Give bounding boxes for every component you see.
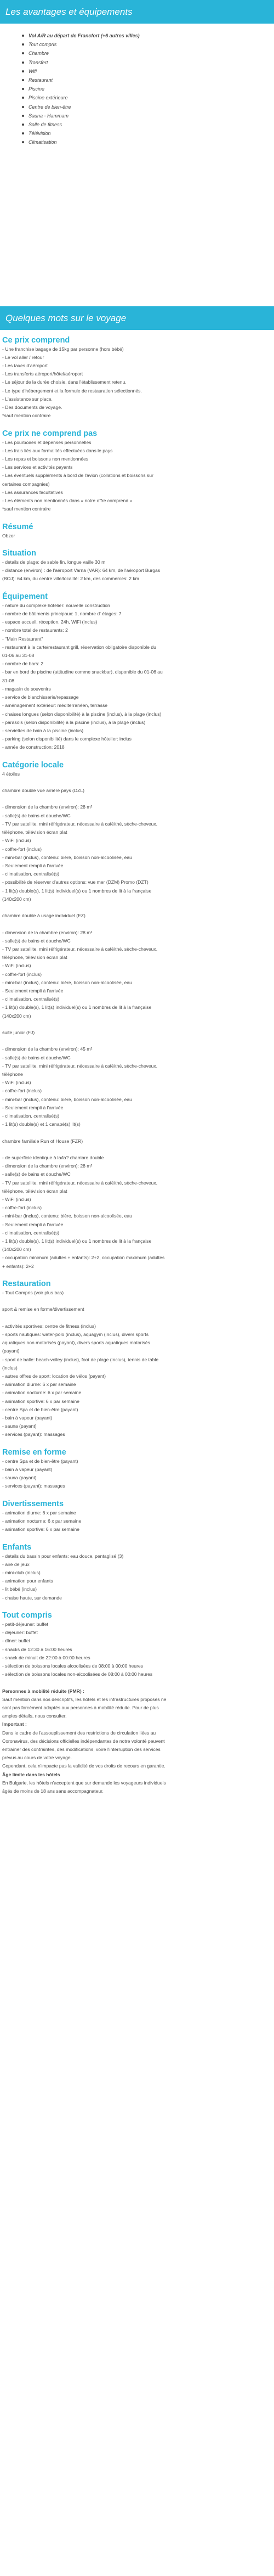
text-line: - bain à vapeur (payant) — [2, 1466, 53, 1472]
text-line: téléphone, télévision écran plat — [2, 1188, 67, 1194]
text-line: amples détails, nous consulter. — [2, 1713, 67, 1719]
text-line: + enfants): 2+2 — [2, 1263, 34, 1269]
spacer — [0, 540, 274, 548]
text-line: - Les transferts aéroport/hôtel/aéroport — [2, 371, 83, 377]
text-line: téléphone, télévision écran plat — [2, 829, 67, 835]
notice-title: Personnes à mobilité réduite (PMR) : — [2, 1688, 84, 1694]
spacer — [0, 1297, 274, 1305]
text-line: - sports nautiques: water-polo (inclus), aquagym (inclus), divers sports — [2, 1331, 149, 1337]
spacer — [0, 1602, 274, 1610]
text-line: Dans le cadre de l'assouplissement des restrictions de circulation liées au — [2, 1730, 156, 1736]
advantages-banner: Les avantages et équipements — [0, 0, 274, 24]
text-line: - climatisation, centralisé(s) — [2, 1113, 60, 1119]
text-line: - serviettes de bain à la piscine (inclus) — [2, 727, 84, 733]
text-line: (140x200 cm) — [2, 896, 31, 902]
text-line: - mini-bar (inclus), contenu: bière, boisson non-alcoolisée, eau — [2, 979, 132, 985]
text-line: chambre double à usage individuel (EZ) — [2, 913, 85, 919]
section-heading: Tout compris — [2, 1610, 52, 1620]
text-line: - Seulement rempli à l'arrivée — [2, 1221, 64, 1227]
spacer — [0, 1037, 274, 1045]
text-line: certaines compagnies) — [2, 481, 50, 487]
text-line: - mini-bar (inclus), contenu: bière, boisson non-alcoolisée, eau — [2, 1096, 132, 1102]
text-line: téléphone, télévision écran plat — [2, 955, 67, 961]
text-line: chambre double vue arrière pays (DZL) — [2, 788, 84, 794]
text-line: - distance (environ) : de l'aéroport Varna (VAR): 64 km, de l'aéroport Burgas — [2, 568, 161, 574]
text-line: - parasols (selon disponibilité) à la piscine (inclus), à la plage (inclus) — [2, 719, 146, 725]
text-line: - WiFi (inclus) — [2, 1080, 31, 1086]
text-line: - climatisation, centralisé(s) — [2, 871, 60, 877]
text-line: âgés de moins de 18 ans sans accompagnateur. — [2, 1788, 104, 1794]
spacer — [0, 1314, 274, 1322]
text-line: - WiFi (inclus) — [2, 963, 31, 969]
text-line: - salle(s) de bains et douche/WC — [2, 1171, 71, 1177]
text-line: - 1 lit(s) double(s), 1 lit(s) individuel(s) ou 1 nombres de lit à la française — [2, 1238, 152, 1244]
section-heading: Ce prix ne comprend pas — [2, 429, 98, 438]
text-line: - Les taxes d'aéroport — [2, 363, 48, 369]
advantage-item: Centre de bien-être — [28, 103, 274, 111]
text-line: - salle(s) de bains et douche/WC — [2, 1054, 71, 1060]
text-line: Obzor — [2, 532, 15, 538]
text-line: - Tout Compris (voir plus bas) — [2, 1289, 64, 1295]
text-line: - chaise haute, sur demande — [2, 1595, 62, 1601]
text-line: - nature du complexe hôtelier: nouvelle construction — [2, 602, 110, 608]
advantage-item: Vol A/R au départ de Francfort (+6 autres villes) — [28, 31, 274, 40]
text-line: - activités sportives: centre de fitness (inclus) — [2, 1323, 96, 1329]
text-line: - Les assurances facultatives — [2, 489, 63, 495]
text-line: - bar en bord de piscine (attitudine comme snackbar), disponible du 01-06 au — [2, 669, 163, 675]
text-line: (inclus) — [2, 1365, 18, 1371]
text-line: - bain à vapeur (payant) — [2, 1415, 53, 1421]
section-heading: Équipement — [2, 592, 48, 601]
text-line: - animation diurne: 6 x par semaine — [2, 1509, 76, 1516]
text-line: (payant) — [2, 1348, 20, 1354]
text-line: - de superficie identique à la/la? chambre double — [2, 1154, 104, 1160]
text-line: - services (payant): massages — [2, 1483, 65, 1489]
text-line: Sauf mention dans nos descriptifs, les hôtels et les infrastructures proposés ne — [2, 1696, 167, 1702]
text-line: - coffre-fort (inclus) — [2, 1088, 42, 1094]
text-line: *sauf mention contraire — [2, 506, 51, 512]
text-line: - animation diurne: 6 x par semaine — [2, 1382, 76, 1388]
section-heading: Situation — [2, 549, 37, 558]
text-line: - Le séjour de la durée choisie, dans l'établissement retenu. — [2, 379, 127, 385]
text-line: - TV par satellite, mini réfrigérateur, nécessaire à café/thé, sèche-cheveux, — [2, 821, 158, 827]
section-heading: Enfants — [2, 1542, 32, 1552]
section-heading: Ce prix comprend — [2, 335, 70, 345]
text-line: (BOJ): 64 km, du centre ville/localité: 2 km, des commerces: 2 km — [2, 576, 139, 582]
text-line: - chaises longues (selon disponibilité) à la piscine (inclus), à la plage (inclus) — [2, 711, 162, 717]
text-line: - climatisation, centralisé(s) — [2, 996, 60, 1002]
text-line: (140x200 cm) — [2, 1013, 31, 1019]
text-line: - autres offres de sport: location de vélos (payant) — [2, 1373, 106, 1379]
text-line: - Les pourboires et dépenses personnelles — [2, 439, 92, 445]
spacer — [0, 1439, 274, 1447]
text-line: - nombre de bâtiments principaux: 1, nombre d' étages: 7 — [2, 611, 122, 617]
text-line: - dîner: buffet — [2, 1638, 30, 1644]
text-line: - déjeuner: buffet — [2, 1630, 38, 1636]
text-line: - TV par satellite, mini réfrigérateur, nécessaire à café/thé, sèche-cheveux, — [2, 1063, 158, 1069]
text-line: - espace accueil, réception, 24h, WiFi (inclus) — [2, 619, 98, 625]
text-line: - WiFi (inclus) — [2, 1196, 31, 1202]
spacer — [0, 583, 274, 592]
text-line: - details du bassin pour enfants: eau douce, pentaglisé (3) — [2, 1553, 124, 1559]
text-line: - 1 lit(s) double(s), 1 lit(s) individuel(s) ou 1 nombres de lit à la française — [2, 1004, 152, 1011]
text-line: - WiFi (inclus) — [2, 838, 31, 844]
text-line: aquatiques non motorisés (payant), divers sports aquatiques motorisés — [2, 1340, 150, 1346]
text-line: - snack de minuit de 22:00 à 00:00 heures — [2, 1654, 90, 1660]
text-line: - sauna (payant) — [2, 1423, 37, 1429]
text-line: - lit bébé (inclus) — [2, 1586, 37, 1592]
text-line: 31-08 — [2, 677, 14, 683]
text-line: - coffre-fort (inclus) — [2, 846, 42, 852]
text-line: - Seulement rempli à l'arrivée — [2, 1104, 64, 1110]
text-line: - mini-bar (inclus), contenu: bière, boisson non-alcoolisée, eau — [2, 854, 132, 860]
text-line: - coffre-fort (inclus) — [2, 1205, 42, 1211]
text-line: - Seulement rempli à l'arrivée — [2, 862, 64, 868]
text-line: Coronavirus, des décisions officielles indépendantes de notre volonté peuvent — [2, 1738, 165, 1744]
trip-banner: Quelques mots sur le voyage — [0, 306, 274, 330]
text-line: prévus au cours de votre voyage. — [2, 1755, 72, 1761]
text-line: - TV par satellite, mini réfrigérateur, nécessaire à café/thé, sèche-cheveux, — [2, 1180, 158, 1186]
section-heading: Restauration — [2, 1279, 51, 1288]
text-line: - Les frais liés aux formalités effectuées dans le pays — [2, 447, 113, 453]
text-line: - centre Spa et de bien-être (payant) — [2, 1406, 78, 1412]
text-line: - Une franchise bagage de 15kg par personne (hors bébé) — [2, 346, 124, 352]
text-line: téléphone — [2, 1071, 23, 1077]
text-line: - nombre total de restaurants: 2 — [2, 627, 68, 633]
spacer — [0, 513, 274, 521]
notice-title: Âge limite dans les hôtels — [2, 1771, 60, 1777]
section-heading: Divertissements — [2, 1499, 64, 1508]
spacer — [0, 1491, 274, 1499]
text-line: - Le type d'hébergement et la formule de restauration sélectionnés. — [2, 388, 142, 394]
text-line: - "Main Restaurant" — [2, 636, 43, 642]
text-line: - sport de balle: beach-volley (inclus), foot de plage (inclus), tennis de table — [2, 1356, 159, 1362]
advantage-item: Piscine — [28, 85, 274, 93]
spacer — [0, 903, 274, 912]
text-line: - details de plage: de sable fin, longue vaille 30 m — [2, 559, 106, 565]
text-line: Cependant, cela n'impacte pas la validité de vos droits de recours en garantie. — [2, 1763, 165, 1769]
text-line: - centre Spa et de bien-être (payant) — [2, 1458, 78, 1464]
text-line: - occupation minimum (adultes + enfants): 2+2, occupation maximum (adultes — [2, 1255, 165, 1261]
advantage-item: Télévision — [28, 129, 274, 138]
advantages-section — [0, 24, 274, 154]
text-line: - climatisation, centralisé(s) — [2, 1230, 60, 1236]
text-line: - magasin de souvenirs — [2, 686, 51, 692]
text-line: - coffre-fort (inclus) — [2, 971, 42, 977]
spacer — [0, 420, 274, 428]
section-heading: Remise en forme — [2, 1447, 66, 1457]
text-line: entraîner des contraintes, des modifications, voire l'interruption des services — [2, 1747, 161, 1752]
text-line: (140x200 cm) — [2, 1247, 31, 1253]
text-line: - sélection de boissons locales alcoolisées de 08:00 à 00:00 heures — [2, 1663, 144, 1669]
spacer — [0, 1146, 274, 1154]
text-line: - service de blanchisserie/repassage — [2, 694, 79, 700]
trip-description — [0, 330, 274, 1796]
text-line: - aire de jeux — [2, 1561, 30, 1567]
spacer — [0, 795, 274, 803]
text-line: - animation pour enfants — [2, 1578, 53, 1584]
text-line: - dimension de la chambre (environ): 28 m² — [2, 929, 93, 935]
advantage-item: Transfert — [28, 58, 274, 67]
text-line: En Bulgarie, les hôtels n'acceptent que sur demande les voyageurs individuels — [2, 1780, 166, 1786]
spacer — [0, 158, 274, 306]
text-line: - année de construction: 2018 — [2, 744, 65, 750]
spacer — [0, 1129, 274, 1137]
text-line: - snacks de 12:30 à 16:00 heures — [2, 1646, 72, 1652]
text-line: chambre familiale Run of House (FZR) — [2, 1138, 83, 1144]
text-line: *sauf mention contraire — [2, 413, 51, 419]
text-line: - mini-bar (inclus), contenu: bière, boisson non-alcoolisée, eau — [2, 1213, 132, 1219]
advantage-item: Tout compris — [28, 40, 274, 49]
text-line: - dimension de la chambre (environ): 28 m² — [2, 1163, 93, 1169]
text-line: - nombre de bars: 2 — [2, 661, 43, 667]
advantage-item: Restaurant — [28, 76, 274, 85]
text-line: - sélection de boissons locales non-alcoolisées de 08:00 à 00:00 heures — [2, 1671, 153, 1677]
advantage-item: Climatisation — [28, 138, 274, 147]
text-line: suite junior (FJ) — [2, 1029, 35, 1035]
notice-title: Important : — [2, 1721, 27, 1727]
spacer — [0, 920, 274, 928]
text-line: - salle(s) de bains et douche/WC — [2, 938, 71, 944]
text-line: - 1 lit(s) double(s), 1 lit(s) individuel(s) ou 1 nombres de lit à la française — [2, 888, 152, 894]
advantages-list — [0, 31, 274, 147]
text-line: - petit-déjeuner: buffet — [2, 1621, 48, 1627]
text-line: sport & remise en forme/divertissement — [2, 1306, 84, 1312]
section-heading: Résumé — [2, 522, 33, 531]
text-line: - sauna (payant) — [2, 1475, 37, 1481]
text-line: - salle(s) de bains et douche/WC — [2, 812, 71, 818]
spacer — [0, 1271, 274, 1279]
advantage-item: Chambre — [28, 49, 274, 58]
text-line: - Les services et activités payants — [2, 464, 73, 470]
spacer — [0, 778, 274, 787]
spacer — [0, 1020, 274, 1029]
text-line: - animation nocturne: 6 x par semaine — [2, 1518, 82, 1524]
text-line: - aménagement extérieur: méditerranéen, terrasse — [2, 703, 108, 709]
advantage-item: Wifi — [28, 67, 274, 76]
text-line: - animation nocturne: 6 x par semaine — [2, 1390, 82, 1396]
text-line: - Seulement rempli à l'arrivée — [2, 987, 64, 994]
text-line: - services (payant): massages — [2, 1432, 65, 1438]
advantage-item: Piscine extérieure — [28, 93, 274, 102]
spacer — [0, 752, 274, 760]
advantage-item: Sauna - Hammam — [28, 111, 274, 120]
text-line: - parking (selon disponibilité) dans le complexe hôtelier: inclus — [2, 736, 132, 742]
text-line: - Les éléments non mentionnés dans « notre offre comprend » — [2, 498, 133, 504]
section-heading: Catégorie locale — [2, 760, 64, 770]
text-line: - dimension de la chambre (environ): 45 m² — [2, 1046, 93, 1052]
text-line: - mini-club (inclus) — [2, 1569, 41, 1575]
text-line: - L'assistance sur place. — [2, 396, 53, 402]
text-line: - dimension de la chambre (environ): 28 m² — [2, 804, 93, 810]
text-line: - restaurant à la carte/restaurant grill, réservation obligatoire disponible du — [2, 644, 156, 650]
text-line: - animation sportive: 6 x par semaine — [2, 1526, 79, 1533]
text-line: 01-06 au 31-08 — [2, 653, 35, 659]
text-line: - Le vol aller / retour — [2, 354, 44, 360]
text-line: - Des documents de voyage. — [2, 405, 62, 411]
advantage-item: Salle de fitness — [28, 120, 274, 129]
spacer — [0, 1679, 274, 1687]
spacer — [0, 1534, 274, 1542]
text-line: - animation sportive: 6 x par semaine — [2, 1398, 79, 1404]
text-line: - Les repas et boissons non mentionnées — [2, 456, 89, 462]
text-line: - 1 lit(s) double(s) et 1 canapé(s) lit(s) — [2, 1121, 81, 1127]
text-line: - TV par satellite, mini réfrigérateur, nécessaire à café/thé, sèche-cheveux, — [2, 946, 158, 952]
text-line: - possibilité de réserver d'autres options: vue mer (DZM) Promo (DZT) — [2, 879, 149, 885]
text-line: - Les éventuels suppléments à bord de l'avion (collations et boissons sur — [2, 473, 153, 479]
text-line: 4 étoiles — [2, 771, 20, 777]
text-line: sont pas forcément adaptés aux personnes à mobilité réduite. Pour de plus — [2, 1704, 159, 1710]
